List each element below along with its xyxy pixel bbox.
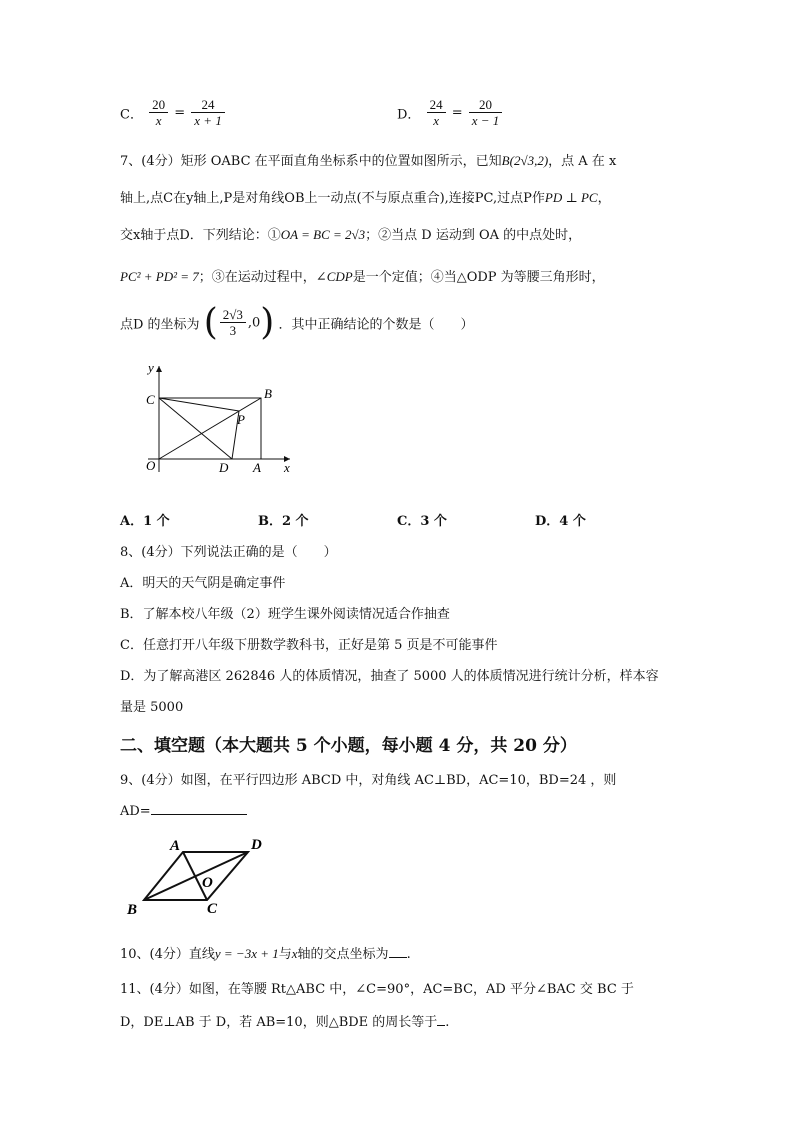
math-expression: ∠CDP: [315, 269, 353, 284]
q8-option-a: A．明天的天气阴是确定事件: [120, 576, 286, 591]
q8-option-c: C．任意打开八年级下册数学教科书，正好是第 5 页是不可能事件: [120, 638, 498, 653]
label-d: D: [219, 460, 229, 475]
q6-option-c: C． $\frac{20}{x}$ = $\frac{24}{x + 1}$: [120, 98, 227, 128]
q10-line: 10、(4分）直线y = −3x + 1与x轴的交点坐标为 .: [120, 946, 411, 962]
answer-blank: [151, 802, 247, 815]
label-o: O: [202, 875, 213, 891]
fraction: $\frac{24}{x + 1}$: [191, 98, 225, 128]
label-a: A: [170, 838, 181, 854]
label-d: D: [251, 837, 262, 853]
fraction: $\frac{24}{x}$: [427, 98, 446, 128]
label-x: x: [284, 460, 290, 475]
q9-figure: [120, 832, 280, 922]
q7-option-c: C．3 个: [397, 514, 447, 529]
q7-line-5: 点D 的坐标为 ( $\frac{2√3}{3}$ ,0) ．其中正确结论的个数是（ ）: [120, 302, 474, 343]
q8-option-b: B．了解本校八年级（2）班学生课外阅读情况适合作抽查: [120, 607, 450, 622]
label-p: P: [237, 412, 245, 427]
label-o: O: [146, 458, 156, 473]
q7-figure: [140, 360, 300, 480]
q9-line-2: AD=: [120, 802, 247, 819]
math-expression: PC² + PD² = 7: [120, 269, 199, 284]
label-a: A: [253, 460, 261, 475]
q8-option-d-line2: 量是 5000: [120, 700, 184, 715]
label-b: B: [264, 386, 272, 401]
q7-line-3: 交x轴于点D．下列结论：①OA = BC = 2√3；②当点 D 运动到 OA 的中点处时，: [120, 227, 582, 243]
label-c: C: [146, 392, 155, 407]
math-expression: OA = BC = 2√3: [280, 227, 366, 242]
q7-option-a: A．1 个: [120, 514, 170, 529]
label-c: C: [207, 901, 218, 917]
answer-blank: [389, 945, 407, 958]
fraction: $\frac{20}{x}$: [149, 98, 168, 128]
q6-option-d: D． $\frac{24}{x}$ = $\frac{20}{x - 1}$: [397, 98, 504, 128]
q11-line-1: 11、(4分）如图，在等腰 Rt△ABC 中，∠C=90°，AC=BC，AD 平分∠BAC 交 BC 于: [120, 982, 634, 997]
q7-option-d: D．4 个: [535, 514, 586, 529]
q11-line-2: D，DE⊥AB 于 D，若 AB=10，则△BDE 的周长等于 .: [120, 1015, 450, 1030]
math-expression: y = −3x + 1: [214, 946, 279, 961]
q9-line-1: 9、(4分）如图，在平行四边形 ABCD 中，对角线 AC⊥BD，AC=10，BD=24 ，则: [120, 773, 617, 788]
math-expression: PD ⊥ PC: [544, 190, 598, 205]
q7-line-4: PC² + PD² = 7；③在运动过程中，∠CDP是一个定值；④当△ODP 为等腰三角形时，: [120, 269, 605, 285]
q7-line-1: 7、(4分）矩形 OABC 在平面直角坐标系中的位置如图所示，已知B(2√3,2)，点 A 在 x: [120, 153, 617, 169]
math-expression: B(2√3,2): [501, 153, 549, 168]
label-b: B: [127, 902, 138, 918]
fraction: $\frac{2√3}{3}$: [220, 308, 246, 338]
section-heading: 二、填空题（本大题共 5 个小题，每小题 4 分，共 20 分）: [120, 736, 577, 756]
q7-line-2: 轴上,点C在y轴上,P是对角线OB上一动点(不与原点重合),连接PC,过点P作PD ⊥ PC，: [120, 190, 611, 206]
fraction: $\frac{20}{x - 1}$: [469, 98, 503, 128]
q7-option-b: B．2 个: [258, 514, 309, 529]
q8-option-d-line1: D．为了解高港区 262846 人的体质情况，抽查了 5000 人的体质情况进行统计分析，样本容: [120, 669, 659, 684]
label-y: y: [148, 360, 154, 375]
q8-stem: 8、(4分）下列说法正确的是（ ）: [120, 545, 337, 560]
